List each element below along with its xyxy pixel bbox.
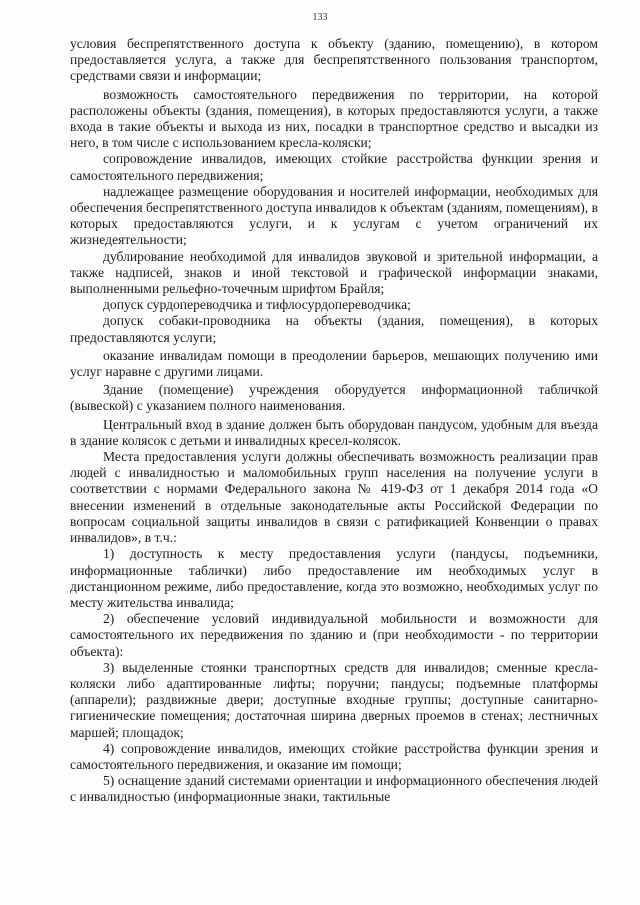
paragraph: Здание (помещение) учреждения оборудуется информационной табличкой (вывеской) с указанием полного наименования. [70, 382, 598, 414]
paragraph: 1) доступность к месту предоставления услуги (пандусы, подъемники, информационные таблички) либо предоставление им необходимых услуг в дистанционном режиме, либо предоставление, когда это возможно, необходимых услуг по месту жительства инвалида; [70, 546, 598, 610]
paragraph: 4) сопровождение инвалидов, имеющих стойкие расстройства функции зрения и самостоятельного передвижения, и оказание им помощи; [70, 740, 598, 772]
paragraph: допуск собаки-проводника на объекты (здания, помещения), в которых предоставляются услуги; [70, 313, 598, 345]
paragraph: надлежащее размещение оборудования и носителей информации, необходимых для обеспечения беспрепятственного доступа инвалидов к объектам (зданиям, помещениям), в которых предоставляются услуги, и к услугам с учетом ограничений их жизнедеятельности; [70, 183, 598, 248]
paragraph: сопровождение инвалидов, имеющих стойкие расстройства функции зрения и самостоятельного передвижения; [70, 151, 598, 183]
document-body [70, 36, 598, 806]
paragraph: условия беспрепятственного доступа к объекту (зданию, помещению), в котором предоставляется услуга, а также для беспрепятственного пользования транспортом, средствами связи и информации; [70, 36, 598, 84]
paragraph: 3) выделенные стоянки транспортных средств для инвалидов; сменные кресла-коляски либо адаптированные лифты; поручни; пандусы; подъемные платформы (аппарели); раздвижные двери; доступные входные группы; доступные санитарно-гигиенические помещения; достаточная ширина дверных проемов в стенах; лестничных маршей; площадок; [70, 659, 598, 740]
paragraph: Места предоставления услуги должны обеспечивать возможность реализации прав людей с инвалидностью и маломобильных групп населения на получение услуги в соответствии с нормами Федерального закона № 419-ФЗ от 1 декабря 2014 года «О внесении изменений в отдельные законодательные акты Российской Федерации по вопросам социальной защиты инвалидов в связи с ратификацией Конвенции о правах инвалидов», в т.ч.: [70, 449, 598, 546]
paragraph: допуск сурдопереводчика и тифлосурдопереводчика; [103, 297, 411, 313]
paragraph: оказание инвалидам помощи в преодолении барьеров, мешающих получению ими услуг наравне с другими лицами. [70, 347, 598, 380]
paragraph: 5) оснащение зданий системами ориентации и информационного обеспечения людей с инвалидностью (информационные знаки, тактильные [70, 773, 598, 805]
paragraph: Центральный вход в здание должен быть оборудован пандусом, удобным для въезда в здание колясок с детьми и инвалидных кресел-колясок. [70, 416, 598, 448]
paragraph: 2) обеспечение условий индивидуальной мобильности и возможности для самостоятельного их передвижения по зданию и (при необходимости - по территории объекта): [70, 611, 598, 659]
paragraph: возможность самостоятельного передвижения по территории, на которой расположены объекты (здания, помещения), в которых предоставляются услуги, а также входа в такие объекты и выхода из них, посадки в транспортное средство и высадки из него, в том числе с использованием кресла-коляски; [70, 86, 598, 151]
page-number: 133 [312, 12, 328, 23]
paragraph: дублирование необходимой для инвалидов звуковой и зрительной информации, а также надписей, знаков и иной текстовой и графической информации знаками, выполненными рельефно-точечным шрифтом Брайля; [70, 248, 598, 297]
